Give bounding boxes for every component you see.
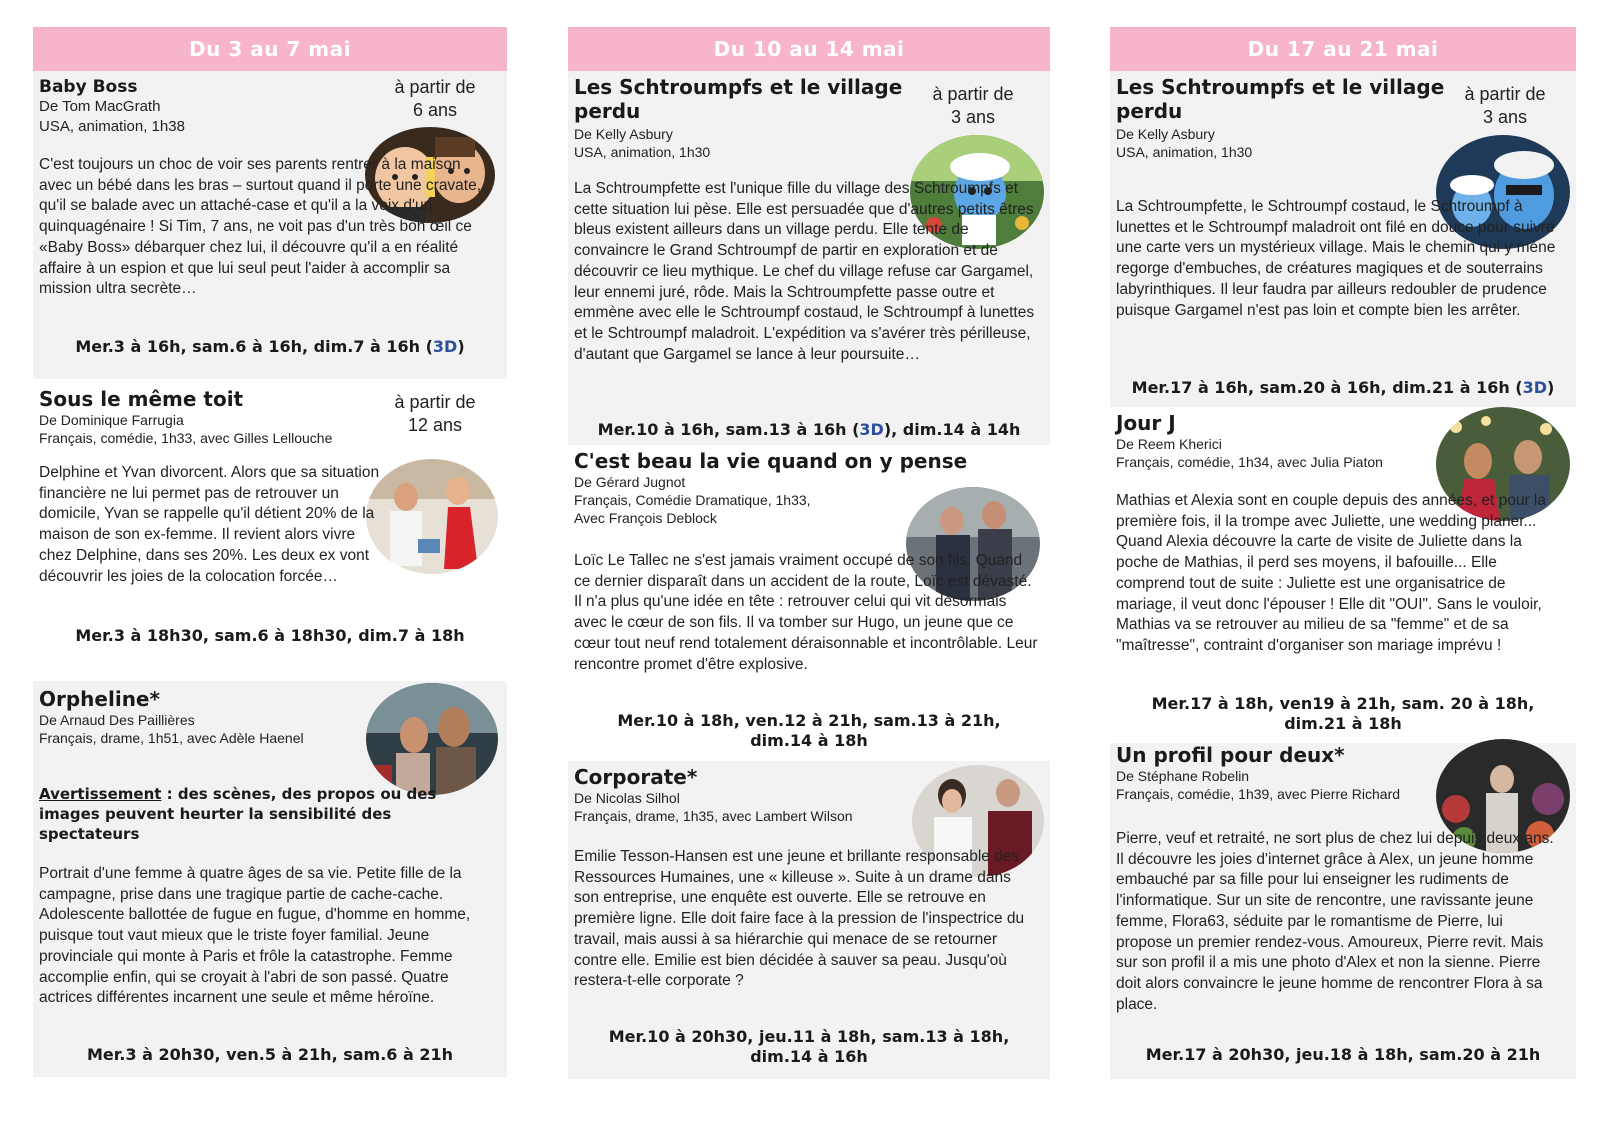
film-title: Orpheline* <box>39 687 160 711</box>
showtimes-line-2: dim.14 à 18h <box>750 731 868 750</box>
badge-3d: 3D <box>432 337 458 356</box>
age-rating <box>918 83 1028 129</box>
film-info: Français, comédie, 1h39, avec Pierre Richard <box>1116 786 1401 802</box>
film-info: Français, Comédie Dramatique, 1h33, <box>574 492 811 508</box>
film-card-jour-j <box>1110 407 1576 737</box>
showtimes-line-1: Mer.10 à 18h, ven.12 à 21h, sam.13 à 21h, <box>617 711 1001 730</box>
film-director: De Tom MacGrath <box>39 98 161 115</box>
showtimes-text: Mer.17 à 16h, sam.20 à 16h, dim.21 à 16h ( <box>1131 378 1523 397</box>
film-showtimes: Mer.3 à 18h30, sam.6 à 18h30, dim.7 à 18h <box>75 626 465 645</box>
film-meta <box>39 711 304 747</box>
film-showtimes <box>568 420 1050 440</box>
week-header: Du 10 au 14 mai <box>568 27 1050 71</box>
film-director: De Kelly Asbury <box>1116 126 1215 142</box>
column-week-1 <box>33 27 507 1077</box>
film-meta <box>39 97 185 137</box>
film-info: USA, animation, 1h30 <box>1116 144 1253 160</box>
film-info: Français, drame, 1h35, avec Lambert Wilson <box>574 808 853 824</box>
film-synopsis: Mathias et Alexia sont en couple depuis des années, et pour la première fois, il la trompe avec Juliette, une wedding planer... Quand Alexia découvre la carte de visite de Juliette dans la poche de Mathias, il perd ses moyens, il bafouille... Elle comprend tout de suite : Juliette est une organisatrice de mariage, il veut donc l'épouser ! Elle dit "OUI". Sans le vouloir, Mathias va se retrouver au milieu de sa "femme" et de sa "maîtresse", contraint d'organiser son mariage imprévu ! <box>1116 492 1546 654</box>
film-director: De Nicolas Silhol <box>574 790 680 806</box>
week-header: Du 17 au 21 mai <box>1110 27 1576 71</box>
warning-label: Avertissement <box>39 785 162 803</box>
showtimes-line-2: dim.21 à 18h <box>1284 714 1402 733</box>
week-header: Du 3 au 7 mai <box>33 27 507 71</box>
film-card-schtroumpfs-2 <box>1110 71 1576 417</box>
film-director: De Stéphane Robelin <box>1116 768 1250 784</box>
age-value: 12 ans <box>407 415 463 435</box>
showtimes-line-1: Mer.17 à 18h, ven19 à 21h, sam. 20 à 18h, <box>1151 694 1535 713</box>
film-info: Français, drame, 1h51, avec Adèle Haenel <box>39 730 304 746</box>
showtimes-text: Mer.10 à 16h, sam.13 à 16h ( <box>597 420 860 439</box>
age-label: à partir de <box>1464 84 1546 104</box>
film-showtimes <box>568 711 1050 751</box>
film-title: Corporate* <box>574 765 698 789</box>
badge-3d: 3D <box>1522 378 1548 397</box>
film-director: De Gérard Jugnot <box>574 474 686 490</box>
film-card-schtroumpfs <box>568 71 1050 445</box>
film-showtimes: Mer.17 à 20h30, jeu.18 à 18h, sam.20 à 21h <box>1145 1045 1541 1064</box>
age-label: à partir de <box>394 392 476 412</box>
film-card-orpheline <box>33 681 507 1077</box>
column-week-3 <box>1110 27 1576 1079</box>
film-meta <box>1116 767 1400 803</box>
film-showtimes <box>1110 378 1576 398</box>
film-showtimes: Mer.3 à 20h30, ven.5 à 21h, sam.6 à 21h <box>86 1045 454 1064</box>
film-synopsis: Emilie Tesson-Hansen est une jeune et brillante responsable des Ressources Humaines, une « killeuse ». Suite à un drame dans son entreprise, une enquête est ouverte. Elle se retrouve en première ligne. Elle doit faire face à la pression de l'inspectrice du travail, mais aussi à sa hiérarchie qui menace de se retourner contre elle. Emilie est bien décidée à sauver sa peau. Jusqu'où restera-t-elle corporate ? <box>574 848 1025 990</box>
film-meta <box>574 789 853 825</box>
film-card-corporate <box>568 761 1050 1079</box>
sous-le-meme-toit-poster <box>366 459 498 574</box>
film-showtimes <box>568 1027 1050 1067</box>
age-rating <box>380 76 490 122</box>
film-meta <box>1116 435 1383 471</box>
film-info: Français, comédie, 1h34, avec Julia Piaton <box>1116 454 1383 470</box>
film-title: Les Schtroumpfs et le village perdu <box>1116 75 1445 123</box>
film-meta <box>574 125 710 161</box>
film-card-un-profil-pour-deux <box>1110 743 1576 1079</box>
content-warning <box>39 784 459 844</box>
age-label: à partir de <box>932 84 1014 104</box>
age-value: 6 ans <box>412 100 458 120</box>
age-label: à partir de <box>394 77 476 97</box>
film-card-baby-boss <box>33 71 507 379</box>
film-synopsis: Pierre, veuf et retraité, ne sort plus de chez lui depuis deux ans. Il découvre les joies d'internet grâce à Alex, un jeune homme embauché par sa fille pour lui enseigner les rudiments de l'informatique. Sur un site de rencontre, une ravissante jeune femme, Flora63, séduite par le romantisme de Pierre, lui propose un premier rendez-vous. Amoureux, Pierre revit. Mais sur son profil il a mis une photo d'Alex et non la sienne. Pierre doit alors convaincre le jeune homme de rencontrer Flora à sa place. <box>1116 830 1554 1013</box>
film-card-sous-le-meme-toit <box>33 379 507 679</box>
film-synopsis: La Schtroumpfette est l'unique fille du village des Schtroumpfs et cette situation lui pèse. Elle est persuadée que d'autres petits êtres bleus existent ailleurs dans un village perdu. Elle tente de convaincre le Grand Schtroumpf de partir en exploration et de découvrir ce lieu mythique. Le chef du village refuse car Gargamel, leur ennemi juré, rôde. Mais la Schtroumpfette passe outre et emmène avec elle le Schtroumpf costaud, le Schtroumpf à lunettes et le Schtroumpf maladroit. L'expédition va s'avérer très périlleuse, d'autant que Gargamel se lance à leur poursuite… <box>574 180 1035 363</box>
film-meta <box>1116 125 1252 161</box>
showtimes-end: ), dim.14 à 14h <box>883 420 1021 439</box>
age-rating <box>380 391 490 437</box>
film-title: Sous le même toit <box>39 387 244 411</box>
showtimes-line-2: dim.14 à 16h <box>750 1047 868 1066</box>
film-synopsis: La Schtroumpfette, le Schtroumpf costaud, le Schtroumpf à lunettes et le Schtroumpf maladroit ont filé en douce pour suivre une carte vers un mystérieux village. Mais le chemin qui y mène regorge d'embuches, de créatures magiques et de souterrains labyrinthiques. Il leur faudra par ailleurs redoubler de prudence puisque Gargamel n'est pas loin et compte bien les arrêter. <box>1116 198 1556 319</box>
film-title: Les Schtroumpfs et le village perdu <box>574 75 903 123</box>
film-title: C'est beau la vie quand on y pense <box>574 449 968 473</box>
film-title: Jour J <box>1116 411 1176 435</box>
film-info: USA, animation, 1h38 <box>39 118 185 135</box>
film-card-cest-beau-la-vie <box>568 445 1050 757</box>
film-info: Français, comédie, 1h33, avec Gilles Lellouche <box>39 430 333 446</box>
showtimes-end: ) <box>1547 378 1555 397</box>
orpheline-poster <box>366 683 498 795</box>
showtimes-line-1: Mer.10 à 20h30, jeu.11 à 18h, sam.13 à 18h, <box>608 1027 1010 1046</box>
age-rating <box>1450 83 1560 129</box>
film-showtimes <box>1110 694 1576 734</box>
film-cast: Avec François Deblock <box>574 510 717 526</box>
film-synopsis: Delphine et Yvan divorcent. Alors que sa situation financière ne lui permet pas de retrouver un domicile, Yvan se rappelle qu'il détient 20% de la maison de son ex-femme. Il revient alors vivre chez Delphine, dans ses 20%. Les deux ex vont découvrir les joies de la colocation forcée… <box>39 464 380 585</box>
film-director: De Arnaud Des Paillières <box>39 712 195 728</box>
film-director: De Reem Kherici <box>1116 436 1222 452</box>
film-synopsis: C'est toujours un choc de voir ses parents rentrer à la maison avec un bébé dans les bras – surtout quand il porte une cravate, qu'il se balade avec un attaché-case et qu'il a la voix d'un quinquagénaire ! Si Tim, 7 ans, ne voit pas d'un très bon œil ce «Baby Boss» débarquer chez lui, il découvre qu'il a en réalité affaire à un espion et que lui seul peut l'aider à accomplir sa mission ultra secrète… <box>39 156 482 298</box>
film-director: De Kelly Asbury <box>574 126 673 142</box>
film-synopsis: Portrait d'une femme à quatre âges de sa vie. Petite fille de la campagne, prise dans une tragique partie de cache-cache. Adolescente ballottée de fugue en fugue, d'homme en homme, puisque tout vaut mieux que le triste foyer familial. Jeune provinciale qui monte à Paris et frôle la catastrophe. Femme accomplie enfin, qui se croyait à l'abri de son passé. Quatre actrices différentes incarnent une seule et même héroïne. <box>39 865 471 1007</box>
showtimes-text: Mer.3 à 16h, sam.6 à 16h, dim.7 à 16h ( <box>75 337 433 356</box>
film-info: USA, animation, 1h30 <box>574 144 711 160</box>
age-value: 3 ans <box>1482 107 1528 127</box>
showtimes-end: ) <box>457 337 465 356</box>
age-value: 3 ans <box>950 107 996 127</box>
film-meta <box>39 411 332 447</box>
film-meta <box>574 473 811 527</box>
film-director: De Dominique Farrugia <box>39 412 184 428</box>
warning-text: : des scènes, des propos ou des images peuvent heurter la sensibilité des spectateurs <box>39 785 437 843</box>
film-synopsis: Loïc Le Tallec ne s'est jamais vraiment occupé de son fils. Quand ce dernier disparaît dans un accident de la route, Loïc est dévasté. Il n'a plus qu'une idée en tête : retrouver celui qui vit désormais avec le cœur de son fils. Il va tomber sur Hugo, un jeune que ce cœur tout neuf rend totalement déraisonnable et incontrôlable. Leur rencontre promet d'être explosive. <box>574 552 1038 673</box>
film-showtimes <box>33 337 507 357</box>
badge-3d: 3D <box>859 420 884 439</box>
film-title: Baby Boss <box>39 77 138 97</box>
film-title: Un profil pour deux* <box>1116 743 1345 767</box>
column-week-2 <box>568 27 1050 1079</box>
